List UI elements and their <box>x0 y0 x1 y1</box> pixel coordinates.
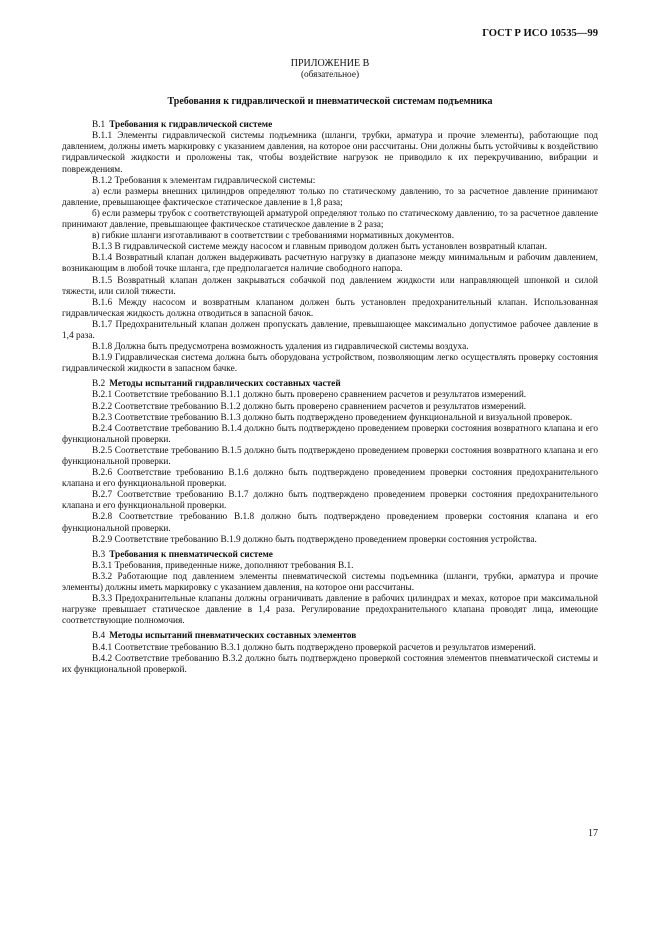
section-number: В.3 <box>92 549 106 560</box>
paragraph: В.2.3 Соответствие требованию В.1.3 должно быть подтверждено проведением функциональной и визуальной проверок. <box>92 412 573 423</box>
paragraph: В.2.4 Соответствие требованию В.1.4 должно быть подтверждено проведением проверки состояния возвратного клапана и его функциональной проверки. <box>62 423 598 445</box>
appendix-subtitle: (обязательное) <box>300 70 360 81</box>
paragraph: В.2.1 Соответствие требованию В.1.1 должно быть проверено сравнением расчетов и результатов измерений. <box>92 390 527 401</box>
document-code: ГОСТ Р ИСО 10535—99 <box>482 28 598 39</box>
paragraph: В.1.8 Должна быть предусмотрена возможность удаления из гидравлической системы воздуха. <box>92 342 469 353</box>
paragraph: В.1.6 Между насосом и возвратным клапаном должен быть установлен предохранительный клапан. Использованная гидравлическая жидкость должна отводиться в запасной бачок. <box>62 297 598 319</box>
document-page <box>62 28 598 680</box>
section-heading <box>62 550 598 561</box>
paragraph: В.3.2 Работающие под давлением элементы пневматической системы подъемника (шланги, трубки, арматура и прочие элементы) должны иметь маркировку с указанием давления, на которое они рассчитаны. <box>62 571 598 594</box>
main-title: Требования к гидравлической и пневматической системам подъемника <box>167 96 493 108</box>
paragraph: В.2.6 Соответствие требованию В.1.6 должно быть подтверждено проведением проверки состояния предохранительного клапана и его функциональной проверки. <box>62 468 598 490</box>
paragraph: В.3.3 Предохранительные клапаны должны ограничивать давление в рабочих цилиндрах и мехах, которое при максимальной нагрузке превышает статическое давление в 1,4 раза. Регулирование предохранительного клапана проводят лица, имеющие соответствующие полномочия. <box>62 594 598 627</box>
section-number: В.2 <box>92 379 106 390</box>
paragraph: В.1.1 Элементы гидравлической системы подъемника (шланги, трубки, арматура и прочие элементы), работающие под давлением, должны иметь маркировку с указанием давления, на которое они рассчитаны. Они должны быть устойчивы к воздействию гидравлической жидкости и проложены так, чтобы воздействие нагрузок не приводило к их перекручиванию, вибрации и повреждениям. <box>62 131 598 175</box>
paragraph: В.1.4 Возвратный клапан должен выдерживать расчетную нагрузку в диапазоне между минимальным и рабочим давлением, возникающим в любой точке шланга, где предполагается наличие свободного напора. <box>62 253 598 275</box>
paragraph: В.2.9 Соответствие требованию В.1.9 должно быть подтверждено проведением проверки состояния устройства. <box>92 534 537 545</box>
paragraph: б) если размеры трубок с соответствующей арматурой определяют только по статическому давлению, то за расчетное давление принимают давление, превышающее фактическое статическое давление в 2 раза; <box>62 208 598 231</box>
paragraph: В.1.3 В гидравлической системе между насосом и главным приводом должен быть установлен возвратный клапан. <box>92 242 548 253</box>
paragraph: В.1.9 Гидравлическая система должна быть оборудована устройством, позволяющим легко осуществлять проверку состояния гидравлической жидкости в запасном бачке. <box>62 353 598 375</box>
section <box>62 631 598 675</box>
paragraph: В.2.7 Соответствие требованию В.1.7 должно быть подтверждено проведением проверки состояния предохранительного клапана и его функциональной проверки. <box>62 490 598 512</box>
paragraph: а) если размеры внешних цилиндров определяют только по статическому давлению, то за расчетное давление принимают давление, превышающее фактическое статическое давление в 1,8 раза; <box>62 186 598 208</box>
section-heading <box>62 120 598 131</box>
paragraph: В.2.5 Соответствие требованию В.1.5 должно быть подтверждено проведением проверки состояния возвратного клапана и его функциональной проверки. <box>62 445 598 467</box>
section <box>62 550 598 628</box>
paragraph: В.1.5 Возвратный клапан должен закрываться собачкой под давлением жидкости или направляющей шпонкой и силой тяжести, или силой тяжести. <box>62 275 598 297</box>
paragraph: В.2.8 Соответствие требованию В.1.8 должно быть подтверждено проведением проверки состояния клапана и его функциональной проверки. <box>62 512 598 534</box>
paragraph: В.3.1 Требования, приведенные ниже, дополняют требования В.1. <box>92 560 354 571</box>
section-title: Методы испытаний пневматических составных элементов <box>109 631 357 642</box>
section <box>62 379 598 545</box>
section <box>62 120 598 375</box>
section-number: В.4 <box>92 631 106 642</box>
paragraph: В.4.2 Соответствие требованию В.3.2 должно быть подтверждено проверкой состояния элементов пневматической системы и их функциональной проверкой. <box>62 653 598 675</box>
section-title: Требования к пневматической системе <box>109 549 273 560</box>
section-heading <box>62 631 598 642</box>
paragraph: в) гибкие шланги изготавливают в соответствии с требованиями нормативных документов. <box>92 231 455 242</box>
section-heading <box>62 379 598 390</box>
paragraph: В.1.2 Требования к элементам гидравлической системы: <box>92 175 316 186</box>
paragraph: В.4.1 Соответствие требованию В.3.1 должно быть подтверждено проверкой расчетов и результатов измерений. <box>92 642 536 653</box>
paragraph: В.1.7 Предохранительный клапан должен пропускать давление, превышающее максимально допустимое рабочее давление в 1,4 раза. <box>62 319 598 341</box>
paragraph: В.2.2 Соответствие требованию В.1.2 должно быть проверено сравнением расчетов и результатов измерений. <box>92 401 527 412</box>
section-number: В.1 <box>92 120 106 131</box>
appendix-title: ПРИЛОЖЕНИЕ В <box>290 58 370 70</box>
page-number: 17 <box>588 828 598 839</box>
sections-container <box>62 120 598 676</box>
section-title: Требования к гидравлической системе <box>109 120 273 131</box>
section-title: Методы испытаний гидравлических составных частей <box>109 379 341 390</box>
